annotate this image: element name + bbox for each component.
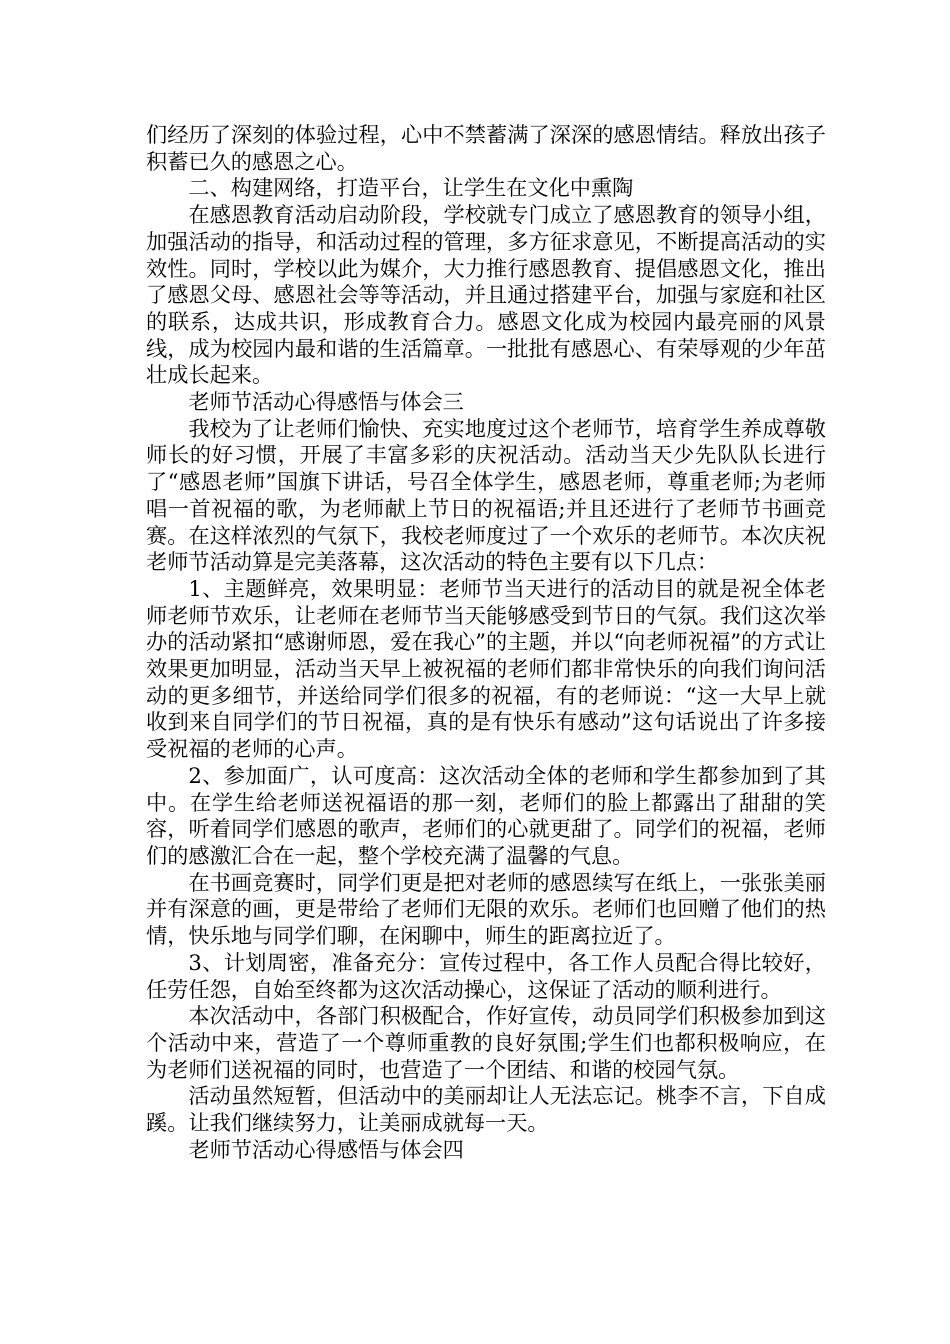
paragraph: 本次活动中，各部门积极配合，作好宣传，动员同学们积极参加到这个活动中来，营造了一个尊师重教的良好氛围;学生们也都积极响应，在为老师们送祝福的同时，也营造了一个团结、和谐的校园气氛。	[146, 1003, 826, 1082]
section-heading-two: 二、构建网络，打造平台，让学生在文化中熏陶	[188, 175, 634, 201]
paragraph: 在感恩教育活动启动阶段，学校就专门成立了感恩教育的领导小组，加强活动的指导，和活动过程的管理，多方征求意见，不断提高活动的实效性。同时，学校以此为媒介，大力推行感恩教育、提倡感恩文化，推出了感恩父母、感恩社会等等活动，并且通过搭建平台，加强与家庭和社区的联系，达成共识，形成教育合力。感恩文化成为校园内最亮丽的风景线，成为校园内最和谐的生活篇章。一批批有感恩心、有荣辱观的少年茁壮成长起来。	[146, 202, 826, 388]
paragraph: 活动虽然短暂，但活动中的美丽却让人无法忘记。桃李不言，下自成蹊。让我们继续努力，让美丽成就每一天。	[146, 1083, 826, 1136]
paragraph-continuation: 们经历了深刻的体验过程，心中不禁蓄满了深深的感恩情结。释放出孩子积蓄已久的感恩之心。	[146, 122, 826, 174]
section-title-four: 老师节活动心得感悟与体会四	[188, 1136, 464, 1162]
list-item-point-3: 3、计划周密，准备充分：宣传过程中，各工作人员配合得比较好，任劳任怨，自始至终都为这次活动操心，这保证了活动的顺利进行。	[146, 949, 826, 1002]
paragraph: 在书画竞赛时，同学们更是把对老师的感恩续写在纸上，一张张美丽并有深意的画，更是带给了老师们无限的欢乐。老师们也回赠了他们的热情，快乐地与同学们聊，在闲聊中，师生的距离拉近了。	[146, 869, 826, 949]
section-title-three: 老师节活动心得感悟与体会三	[188, 389, 464, 415]
list-item-point-2: 2、参加面广，认可度高：这次活动全体的老师和学生都参加到了其中。在学生给老师送祝福语的那一刻，老师们的脸上都露出了甜甜的笑容，听着同学们感恩的歌声，老师们的心就更甜了。同学们的祝福，老师们的感激汇合在一起，整个学校充满了温馨的气息。	[146, 762, 826, 868]
list-item-point-1: 1、主题鲜亮，效果明显：老师节当天进行的活动目的就是祝全体老师老师节欢乐，让老师在老师节当天能够感受到节日的气氛。我们这次举办的活动紧扣“感谢师恩，爱在我心”的主题，并以“向老师祝福”的方式让效果更加明显，活动当天早上被祝福的老师们都非常快乐的向我们询问活动的更多细节，并送给同学们很多的祝福，有的老师说：“这一大早上就收到来自同学们的节日祝福，真的是有快乐有感动”这句话说出了许多接受祝福的老师的心声。	[146, 575, 826, 762]
document-body	[146, 122, 826, 1163]
paragraph: 我校为了让老师们愉快、充实地度过这个老师节，培育学生养成尊敬师长的好习惯，开展了丰富多彩的庆祝活动。活动当天少先队队长进行了“感恩老师”国旗下讲话，号召全体学生，感恩老师，尊重老师;为老师唱一首祝福的歌，为老师献上节日的祝福语;并且还进行了老师节书画竞赛。在这样浓烈的气氛下，我校老师度过了一个欢乐的老师节。本次庆祝老师节活动算是完美落幕，这次活动的特色主要有以下几点：	[146, 415, 826, 575]
